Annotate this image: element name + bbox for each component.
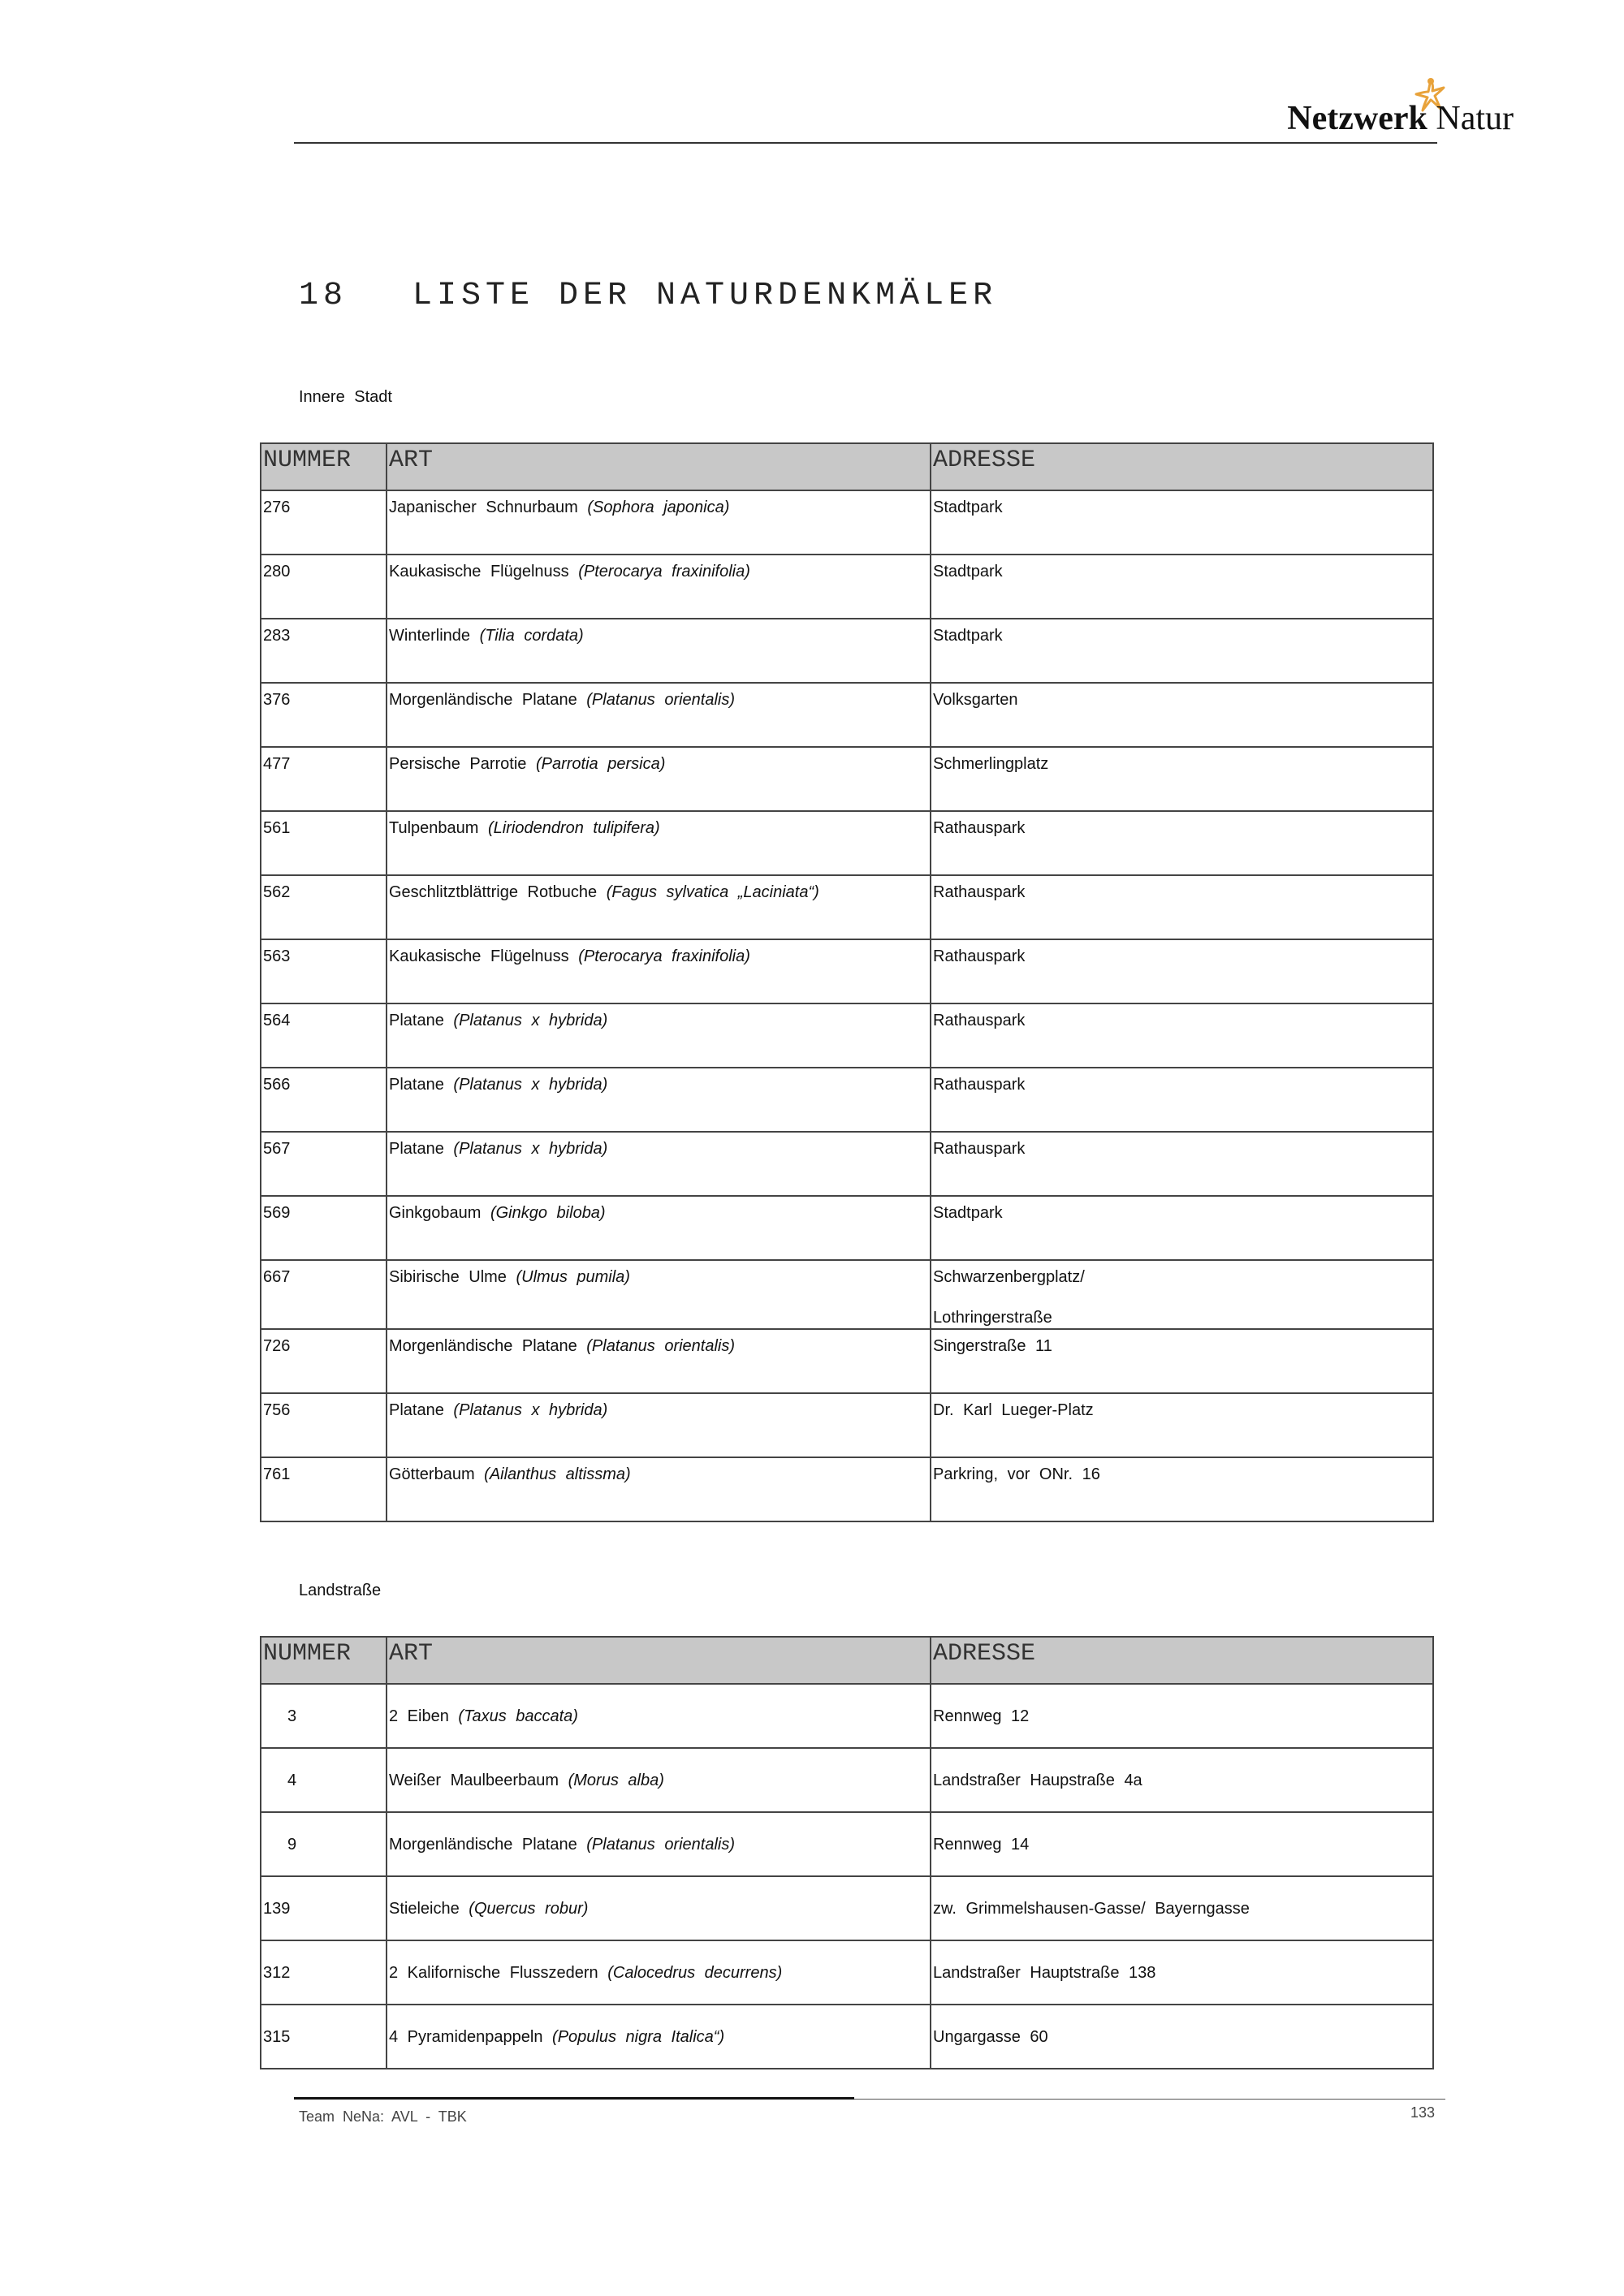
cell-art	[387, 747, 931, 811]
art-latin-name: (Sophora japonica)	[587, 498, 730, 516]
cell-nummer: 9	[261, 1812, 387, 1876]
art-common-name: 2 Kalifornische Flusszedern	[389, 1963, 598, 1982]
adresse-line: Schmerlingplatz	[933, 755, 1049, 773]
cell-nummer: 667	[261, 1260, 387, 1329]
adresse-line: Landstraßer Haupstraße 4a	[933, 1771, 1142, 1789]
cell-adresse	[931, 555, 1433, 619]
art-latin-name: (Taxus baccata)	[458, 1707, 578, 1725]
adresse-line: Rathauspark	[933, 883, 1026, 901]
adresse-line: Schwarzenbergplatz/	[933, 1268, 1085, 1286]
table-row	[261, 811, 1433, 875]
cell-nummer: 726	[261, 1329, 387, 1393]
cell-adresse	[931, 1260, 1433, 1329]
footer-accent-bar	[294, 2097, 854, 2100]
cell-nummer: 312	[261, 1940, 387, 2005]
adresse-line: Landstraßer Hauptstraße 138	[933, 1963, 1156, 1982]
cell-nummer: 562	[261, 875, 387, 939]
table-row	[261, 619, 1433, 683]
adresse-line: Stadtpark	[933, 498, 1003, 516]
column-header-nummer: NUMMER	[261, 443, 387, 490]
art-latin-name: (Tilia cordata)	[479, 627, 584, 645]
art-common-name: Morgenländische Platane	[389, 691, 577, 709]
cell-nummer: 139	[261, 1876, 387, 1940]
cell-art	[387, 1748, 931, 1812]
table-row	[261, 1876, 1433, 1940]
cell-adresse	[931, 811, 1433, 875]
cell-nummer: 4	[261, 1748, 387, 1812]
table-row	[261, 1393, 1433, 1457]
cell-art	[387, 555, 931, 619]
adresse-line: Rathauspark	[933, 819, 1026, 837]
adresse-line: Rathauspark	[933, 1076, 1026, 1094]
art-latin-name: (Pterocarya fraxinifolia)	[578, 563, 750, 580]
adresse-line: Ungargasse 60	[933, 2027, 1048, 2046]
art-latin-name: (Ailanthus altissma)	[484, 1465, 631, 1483]
brand-name	[1287, 99, 1514, 138]
table-body	[261, 490, 1433, 1521]
cell-art	[387, 1068, 931, 1132]
art-common-name: Ginkgobaum	[389, 1204, 482, 1222]
header-divider	[294, 142, 1437, 144]
cell-adresse	[931, 1132, 1433, 1196]
column-header-adresse: ADRESSE	[931, 443, 1433, 490]
cell-art	[387, 939, 931, 1003]
table-row	[261, 2005, 1433, 2069]
art-latin-name: (Morus alba)	[568, 1771, 664, 1789]
art-common-name: Platane	[389, 1401, 444, 1419]
cell-nummer: 563	[261, 939, 387, 1003]
table-row	[261, 1132, 1433, 1196]
cell-nummer: 315	[261, 2005, 387, 2069]
cell-adresse	[931, 1329, 1433, 1393]
art-latin-name: (Populus nigra Italica“)	[552, 2027, 725, 2046]
cell-adresse	[931, 1196, 1433, 1260]
cell-adresse	[931, 875, 1433, 939]
cell-art	[387, 2005, 931, 2069]
cell-nummer: 376	[261, 683, 387, 747]
adresse-line: Stadtpark	[933, 627, 1003, 645]
chapter-number: 18	[299, 278, 348, 314]
cell-nummer: 561	[261, 811, 387, 875]
cell-art	[387, 1684, 931, 1748]
art-latin-name: (Ulmus pumila)	[516, 1268, 630, 1286]
art-common-name: Japanischer Schnurbaum	[389, 498, 578, 516]
adresse-line: Stadtpark	[933, 1204, 1003, 1222]
section-title-landstrasse: Landstraße	[299, 1582, 382, 1599]
cell-art	[387, 683, 931, 747]
cell-adresse	[931, 1876, 1433, 1940]
adresse-line: Parkring, vor ONr. 16	[933, 1465, 1100, 1483]
table-row	[261, 1068, 1433, 1132]
adresse-line: Volksgarten	[933, 691, 1018, 709]
art-latin-name: (Liriodendron tulipifera)	[488, 819, 660, 837]
art-common-name: Platane	[389, 1140, 444, 1158]
column-header-art: ART	[387, 1637, 931, 1684]
art-common-name: Geschlitztblättrige Rotbuche	[389, 883, 598, 901]
table-row	[261, 1260, 1433, 1329]
art-common-name: Kaukasische Flügelnuss	[389, 947, 569, 965]
cell-adresse	[931, 683, 1433, 747]
adresse-line: Singerstraße 11	[933, 1337, 1052, 1355]
brand-regular: Natur	[1436, 100, 1514, 137]
adresse-line: Rathauspark	[933, 947, 1026, 965]
table-header-row	[261, 443, 1433, 490]
column-header-nummer: NUMMER	[261, 1637, 387, 1684]
column-header-adresse: ADRESSE	[931, 1637, 1433, 1684]
art-common-name: Morgenländische Platane	[389, 1337, 577, 1355]
table-row	[261, 747, 1433, 811]
cell-nummer: 566	[261, 1068, 387, 1132]
adresse-line-2: Lothringerstraße	[933, 1309, 1052, 1327]
cell-art	[387, 1393, 931, 1457]
cell-nummer: 280	[261, 555, 387, 619]
column-header-art: ART	[387, 443, 931, 490]
art-common-name: Stieleiche	[389, 1899, 460, 1918]
cell-adresse	[931, 939, 1433, 1003]
cell-adresse	[931, 619, 1433, 683]
cell-adresse	[931, 1457, 1433, 1521]
art-common-name: 4 Pyramidenpappeln	[389, 2027, 543, 2046]
cell-art	[387, 1003, 931, 1068]
table-row	[261, 1684, 1433, 1748]
naturdenkmal-table-innere-stadt	[260, 442, 1434, 1522]
chapter-heading	[299, 278, 997, 314]
cell-art	[387, 1940, 931, 2005]
art-common-name: Persische Parrotie	[389, 755, 527, 773]
table-row	[261, 490, 1433, 555]
cell-art	[387, 811, 931, 875]
cell-art	[387, 875, 931, 939]
art-common-name: Platane	[389, 1076, 444, 1094]
cell-adresse	[931, 490, 1433, 555]
art-common-name: Weißer Maulbeerbaum	[389, 1771, 559, 1789]
cell-art	[387, 1196, 931, 1260]
adresse-line: Stadtpark	[933, 563, 1003, 580]
naturdenkmal-table-landstrasse	[260, 1636, 1434, 2069]
cell-nummer: 283	[261, 619, 387, 683]
art-latin-name: (Fagus sylvatica „Laciniata“)	[606, 883, 819, 901]
cell-art	[387, 1876, 931, 1940]
table-row	[261, 1329, 1433, 1393]
art-latin-name: (Platanus x hybrida)	[453, 1012, 608, 1029]
art-common-name: Sibirische Ulme	[389, 1268, 507, 1286]
brand-logo	[1254, 76, 1514, 141]
art-latin-name: (Platanus orientalis)	[586, 691, 736, 709]
table-row	[261, 1457, 1433, 1521]
art-latin-name: (Platanus x hybrida)	[453, 1140, 608, 1158]
cell-nummer: 756	[261, 1393, 387, 1457]
art-latin-name: (Platanus x hybrida)	[453, 1076, 608, 1094]
cell-nummer: 569	[261, 1196, 387, 1260]
cell-adresse	[931, 1684, 1433, 1748]
art-common-name: Winterlinde	[389, 627, 471, 645]
cell-adresse	[931, 2005, 1433, 2069]
section-title-innere-stadt: Innere Stadt	[299, 388, 392, 406]
cell-art	[387, 1812, 931, 1876]
adresse-line: Rennweg 12	[933, 1707, 1030, 1725]
adresse-line: Rennweg 14	[933, 1835, 1030, 1854]
cell-art	[387, 1457, 931, 1521]
cell-adresse	[931, 1940, 1433, 2005]
cell-nummer: 276	[261, 490, 387, 555]
cell-adresse	[931, 1812, 1433, 1876]
art-latin-name: (Parrotia persica)	[535, 755, 666, 773]
table-row	[261, 1812, 1433, 1876]
cell-adresse	[931, 1393, 1433, 1457]
art-common-name: Platane	[389, 1012, 444, 1029]
brand-bold: Netzwerk	[1287, 100, 1427, 137]
art-latin-name: (Pterocarya fraxinifolia)	[578, 947, 750, 965]
footer-team: Team NeNa: AVL - TBK	[299, 2108, 467, 2125]
art-latin-name: (Quercus robur)	[469, 1899, 589, 1918]
adresse-line: Rathauspark	[933, 1012, 1026, 1029]
cell-adresse	[931, 747, 1433, 811]
cell-nummer: 761	[261, 1457, 387, 1521]
art-latin-name: (Ginkgo biloba)	[490, 1204, 606, 1222]
table-row	[261, 683, 1433, 747]
cell-adresse	[931, 1003, 1433, 1068]
table-row	[261, 1196, 1433, 1260]
cell-nummer: 564	[261, 1003, 387, 1068]
art-common-name: Morgenländische Platane	[389, 1835, 577, 1854]
cell-art	[387, 490, 931, 555]
table-row	[261, 1940, 1433, 2005]
cell-adresse	[931, 1068, 1433, 1132]
art-latin-name: (Platanus x hybrida)	[453, 1401, 608, 1419]
cell-art	[387, 1329, 931, 1393]
art-latin-name: (Calocedrus decurrens)	[607, 1963, 783, 1982]
cell-art	[387, 619, 931, 683]
table-row	[261, 875, 1433, 939]
table-row	[261, 1748, 1433, 1812]
adresse-line: Rathauspark	[933, 1140, 1026, 1158]
art-common-name: Kaukasische Flügelnuss	[389, 563, 569, 580]
cell-adresse	[931, 1748, 1433, 1812]
cell-nummer: 477	[261, 747, 387, 811]
adresse-line: Dr. Karl Lueger-Platz	[933, 1401, 1094, 1419]
table-header-row	[261, 1637, 1433, 1684]
cell-nummer: 3	[261, 1684, 387, 1748]
art-common-name: Tulpenbaum	[389, 819, 479, 837]
cell-art	[387, 1260, 931, 1329]
art-common-name: 2 Eiben	[389, 1707, 449, 1725]
table-body	[261, 1684, 1433, 2069]
art-latin-name: (Platanus orientalis)	[586, 1835, 736, 1854]
cell-nummer: 567	[261, 1132, 387, 1196]
art-common-name: Götterbaum	[389, 1465, 475, 1483]
table-row	[261, 555, 1433, 619]
art-latin-name: (Platanus orientalis)	[586, 1337, 736, 1355]
page-number: 133	[1410, 2104, 1435, 2121]
table-row	[261, 1003, 1433, 1068]
table-row	[261, 939, 1433, 1003]
adresse-line: zw. Grimmelshausen-Gasse/ Bayerngasse	[933, 1899, 1250, 1918]
chapter-title: LISTE DER NATURDENKMÄLER	[412, 278, 998, 314]
cell-art	[387, 1132, 931, 1196]
